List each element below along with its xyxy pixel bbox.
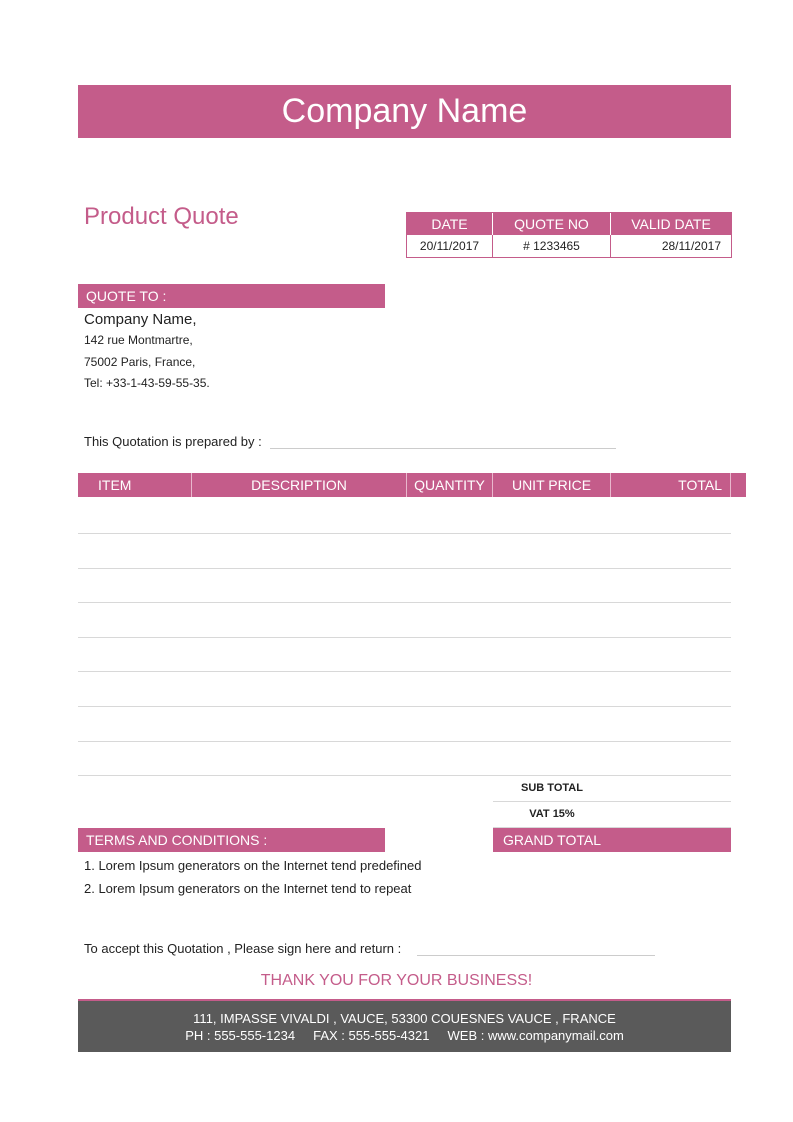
footer-contact: PH : 555-555-1234 FAX : 555-555-4321 WEB : www.companymail.com xyxy=(185,1028,624,1043)
company-header xyxy=(78,85,731,138)
meta-quote-no-value: # 1233465 xyxy=(493,235,611,257)
quote-meta-table xyxy=(406,212,732,258)
col-spacer xyxy=(731,473,746,497)
quote-to-address-line2: 75002 Paris, France, xyxy=(84,355,196,369)
meta-header-date: DATE xyxy=(407,213,493,235)
quote-to-bar xyxy=(78,284,385,308)
col-description: DESCRIPTION xyxy=(192,473,407,497)
terms-item: 1. Lorem Ipsum generators on the Internet tend predefined xyxy=(84,858,422,873)
prepared-by-field[interactable] xyxy=(270,448,616,449)
items-table-header xyxy=(78,473,746,497)
col-unit-price: UNIT PRICE xyxy=(493,473,611,497)
vat-label: VAT 15% xyxy=(529,808,575,820)
prepared-by-label: This Quotation is prepared by : xyxy=(84,434,262,449)
quote-to-company: Company Name, xyxy=(84,311,197,328)
terms-item: 2. Lorem Ipsum generators on the Internet tend to repeat xyxy=(84,881,412,896)
col-item: ITEM xyxy=(78,473,192,497)
grand-total-bar xyxy=(493,828,731,852)
meta-date-value: 20/11/2017 xyxy=(407,235,493,257)
table-row[interactable] xyxy=(78,568,731,569)
footer-address: 111, IMPASSE VIVALDI , VAUCE, 53300 COUESNES VAUCE , FRANCE xyxy=(193,1011,616,1026)
thank-you-message: THANK YOU FOR YOUR BUSINESS! xyxy=(260,972,533,989)
terms-bar xyxy=(78,828,385,852)
table-row[interactable] xyxy=(78,671,731,672)
table-row[interactable] xyxy=(78,706,731,707)
footer xyxy=(78,999,731,1052)
meta-header-row xyxy=(407,213,731,235)
signature-field[interactable] xyxy=(417,955,655,956)
grand-total-label: GRAND TOTAL xyxy=(502,832,602,848)
quote-to-address-line1: 142 rue Montmartre, xyxy=(84,333,193,347)
terms-label: TERMS AND CONDITIONS : xyxy=(86,832,268,848)
company-name: Company Name xyxy=(281,92,528,130)
col-quantity: QUANTITY xyxy=(407,473,493,497)
col-total: TOTAL xyxy=(611,473,731,497)
meta-header-valid-date: VALID DATE xyxy=(631,216,711,232)
table-row[interactable] xyxy=(78,602,731,603)
meta-header-quote-no: QUOTE NO xyxy=(493,213,611,235)
document-title: Product Quote xyxy=(84,203,239,230)
quote-to-label: QUOTE TO : xyxy=(86,288,167,304)
sub-total-label: SUB TOTAL xyxy=(521,782,583,794)
accept-label: To accept this Quotation , Please sign here and return : xyxy=(84,941,402,956)
table-row[interactable] xyxy=(78,741,731,742)
table-row[interactable] xyxy=(78,637,731,638)
meta-valid-date-value: 28/11/2017 xyxy=(661,239,721,253)
table-row[interactable] xyxy=(78,775,731,776)
table-row[interactable] xyxy=(78,533,731,534)
quote-to-tel: Tel: +33-1-43-59-55-35. xyxy=(84,376,210,390)
meta-value-row xyxy=(407,235,731,257)
sub-total-field[interactable] xyxy=(493,801,731,802)
